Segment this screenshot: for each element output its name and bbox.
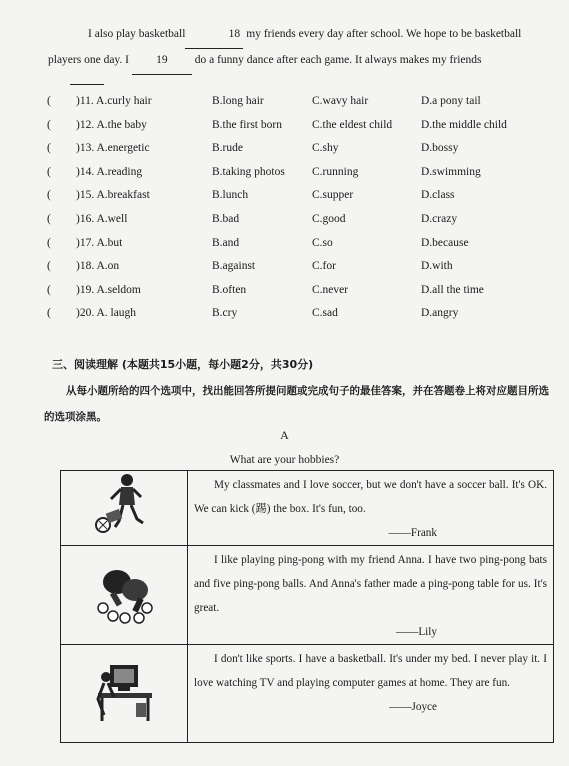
option-row — [40, 163, 550, 187]
question-paren: ( — [47, 95, 51, 107]
option-row — [40, 210, 550, 234]
option-c: C.wavy hair — [312, 95, 369, 107]
option-a: )14. A.reading — [76, 165, 143, 178]
hobbies-table — [60, 470, 554, 743]
blank-18: 18 — [185, 20, 243, 49]
question-paren: ( — [47, 283, 51, 296]
option-c: C.never — [312, 283, 349, 296]
option-c: C.running — [312, 165, 359, 178]
entry-signature: ——Frank — [388, 527, 437, 539]
section-heading: 三、阅读理解 (本题共15小题，每小题2分，共30分) — [52, 358, 314, 371]
option-c: C.good — [312, 212, 346, 225]
option-a: )15. A.breakfast — [76, 189, 150, 202]
option-a: )16. A.well — [76, 212, 128, 225]
entry-text: My classmates and I love soccer, but we don't have a soccer ball. It's OK. We can kick (踢) the box. It's fun, too. — [194, 479, 547, 515]
option-b: B.the first born — [212, 118, 282, 131]
passage-line-1 — [48, 20, 553, 49]
ping-pong-icon — [89, 560, 159, 630]
option-d: D.swimming — [421, 165, 481, 178]
option-a: )13. A.energetic — [76, 142, 150, 155]
entry-signature: ——Joyce — [389, 701, 437, 713]
option-d: D.because — [421, 236, 469, 249]
section-instruction: 从每小题所给的四个选项中，找出能回答所提问题或完成句子的最佳答案，并在答题卷上将对应题目所选的选项涂黑。 — [44, 385, 549, 423]
passage-text: players one day. I — [48, 54, 129, 66]
question-paren: ( — [47, 118, 51, 131]
blank-line — [70, 84, 104, 85]
table-row — [61, 645, 554, 743]
entry-text-cell — [188, 645, 554, 743]
option-row — [40, 116, 550, 140]
option-row — [40, 92, 550, 116]
picture-cell — [61, 645, 188, 743]
option-a: )11. A.curly hair — [76, 95, 152, 107]
option-b: B.cry — [212, 307, 238, 320]
question-paren: ( — [47, 142, 51, 155]
option-d: D.class — [421, 189, 455, 202]
picture-cell — [61, 546, 188, 645]
option-c: C.shy — [312, 142, 339, 155]
picture-cell — [61, 471, 188, 546]
option-d: D.with — [421, 260, 453, 273]
option-c: C.so — [312, 236, 333, 249]
option-b: B.and — [212, 236, 240, 249]
entry-text-cell — [188, 546, 554, 645]
question-paren: ( — [47, 260, 51, 273]
option-a: )18. A.on — [76, 260, 120, 273]
option-c: C.sad — [312, 307, 338, 320]
soccer-boy-icon — [89, 471, 159, 537]
option-row — [40, 186, 550, 210]
option-d: D.crazy — [421, 212, 458, 225]
option-d: D.a pony tail — [421, 95, 481, 107]
option-row — [40, 257, 550, 281]
entry-text: I don't like sports. I have a basketball. It's under my bed. I never play it. I love watching TV and playing computer games at home. They are fun. — [194, 653, 547, 689]
table-row — [61, 546, 554, 645]
passage-text: my friends every day after school. We hope to be basketball — [246, 28, 522, 40]
option-d: D.all the time — [421, 283, 484, 296]
option-b: B.long hair — [212, 95, 264, 107]
question-paren: ( — [47, 307, 51, 320]
computer-icon — [88, 659, 160, 729]
option-b: B.rude — [212, 142, 243, 155]
option-a: )17. A.but — [76, 236, 123, 249]
option-row — [40, 234, 550, 258]
question-paren: ( — [47, 212, 51, 225]
table-row — [61, 471, 554, 546]
passage-letter: A — [280, 428, 289, 442]
passage-text: do a funny dance after each game. It always makes my friends — [194, 54, 482, 66]
option-a: )19. A.seldom — [76, 283, 141, 296]
option-b: B.bad — [212, 212, 240, 225]
entry-signature: ——Lily — [395, 626, 437, 638]
option-d: D.bossy — [421, 142, 459, 155]
option-row — [40, 139, 550, 163]
question-paren: ( — [47, 189, 51, 202]
option-b: B.often — [212, 283, 247, 296]
option-d: D.the middle child — [421, 118, 507, 131]
option-row — [40, 281, 550, 305]
option-c: C.for — [312, 260, 336, 273]
passage-line-2 — [48, 46, 553, 75]
option-b: B.lunch — [212, 189, 249, 202]
blank-19: 19 — [132, 46, 192, 75]
option-c: C.supper — [312, 189, 354, 202]
reading-title: What are your hobbies? — [229, 454, 340, 466]
option-c: C.the eldest child — [312, 118, 393, 131]
option-b: B.against — [212, 260, 256, 273]
options-list — [40, 92, 550, 328]
option-a: )20. A. laugh — [76, 307, 137, 320]
question-paren: ( — [47, 165, 51, 178]
option-row — [40, 304, 550, 328]
option-d: D.angry — [421, 307, 459, 320]
option-b: B.taking photos — [212, 165, 285, 178]
question-paren: ( — [47, 236, 51, 249]
passage-text: I also play basketball — [88, 28, 186, 40]
entry-text: I like playing ping-pong with my friend Anna. I have two ping-pong bats and five ping-pong balls. And Anna's father made a ping-pong table for us. It's great. — [194, 554, 547, 614]
entry-text-cell — [188, 471, 554, 546]
option-a: )12. A.the baby — [76, 118, 147, 131]
